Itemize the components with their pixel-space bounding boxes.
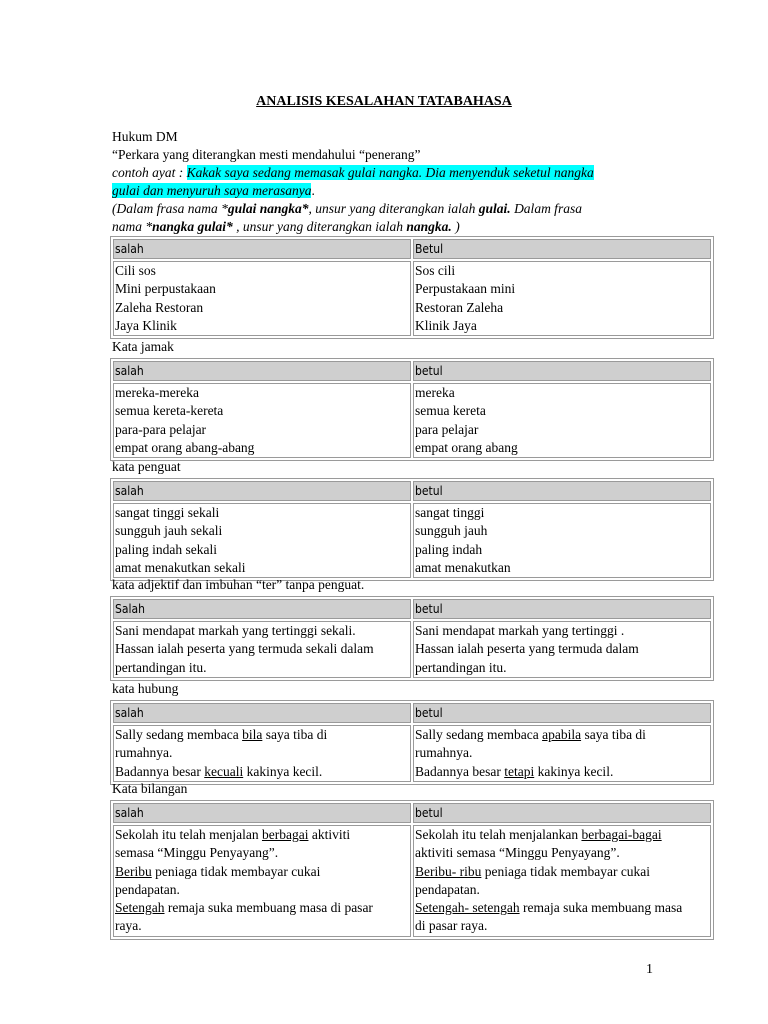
column-header-betul: betul — [413, 703, 711, 723]
table-cell-line — [415, 863, 709, 881]
comparison-table — [110, 478, 714, 581]
table-cell-line: Cili sos — [115, 263, 156, 278]
table-header-row — [113, 481, 711, 501]
table-cell-line: empat orang abang-abang — [115, 439, 255, 455]
cell-text: rumahnya. — [115, 745, 173, 761]
column-header-salah: salah — [113, 361, 411, 381]
column-header-salah: Salah — [113, 599, 411, 619]
page-number: 1 — [646, 962, 653, 977]
table-cell-line — [115, 726, 409, 744]
cell-text: kakinya kecil. — [243, 763, 323, 779]
comparison-table — [110, 700, 714, 785]
cell-salah — [113, 725, 411, 782]
cell-salah — [113, 261, 411, 336]
example-end: . — [311, 183, 315, 198]
cell-text: Sekolah itu telah menjalan — [115, 827, 262, 842]
table-cell-line: amat menakutkan — [415, 559, 511, 575]
cell-text: Sekolah itu telah menjalankan — [415, 827, 582, 842]
table-cell-line: Restoran Zaleha — [415, 299, 504, 315]
note-text: ) — [451, 219, 460, 234]
column-header-salah: salah — [113, 703, 411, 723]
table-cell-line: Mini perpustakaan — [115, 281, 216, 297]
column-header-betul: betul — [413, 361, 711, 381]
section-heading: kata adjektif dan imbuhan “ter” tanpa penguat. — [112, 577, 365, 592]
table-cell-line — [115, 744, 409, 762]
table-cell-line — [415, 726, 709, 744]
underlined-word: berbagai — [261, 827, 309, 842]
cell-salah — [113, 825, 411, 937]
cell-betul — [413, 503, 711, 578]
table-cell-line: Zaleha Restoran — [115, 299, 204, 315]
cell-text: peniaga tidak membayar cukai — [481, 863, 651, 879]
comparison-table — [110, 236, 714, 339]
column-header-betul: betul — [413, 481, 711, 501]
comparison-table — [110, 358, 714, 461]
underlined-word: bila — [242, 727, 263, 742]
table-header-row — [113, 239, 711, 259]
cell-text: saya tiba di — [581, 727, 646, 742]
cell-salah — [113, 503, 411, 578]
table-header-row — [113, 803, 711, 823]
cell-text: Badannya besar — [115, 763, 205, 779]
table-cell-line: para-para pelajar — [115, 421, 207, 437]
cell-betul — [413, 621, 711, 678]
cell-betul — [413, 383, 711, 458]
cell-text: aktiviti — [308, 827, 351, 842]
cell-salah — [113, 621, 411, 678]
table-header-row — [113, 599, 711, 619]
cell-text: peniaga tidak membayar cukai — [151, 863, 321, 879]
section-kata-bilangan — [112, 780, 702, 940]
example-label: contoh ayat : — [112, 165, 187, 180]
table-cell-line — [115, 844, 409, 862]
table-cell-line: mereka — [415, 385, 455, 400]
cell-text: semasa “Minggu Penyayang”. — [115, 845, 279, 861]
table-header-row — [113, 361, 711, 381]
example-line-2 — [112, 182, 672, 200]
table-cell-line: para pelajar — [415, 421, 479, 437]
table-cell-line: Perpustakaan mini — [415, 281, 516, 297]
table-cell-line: paling indah — [415, 541, 483, 557]
underlined-word: apabila — [542, 727, 582, 742]
table-cell-line: sangat tinggi sekali — [115, 505, 220, 520]
note-text: , unsur yang diterangkan ialah — [232, 219, 407, 234]
table-cell-line — [115, 917, 409, 935]
example-text-2: gulai dan menyuruh saya merasanya — [112, 183, 312, 198]
table-cell-line — [415, 744, 709, 762]
intro-block — [112, 128, 672, 236]
table-row — [113, 825, 711, 937]
cell-text: remaja suka membuang masa — [519, 900, 683, 916]
table-cell-line: Sani mendapat markah yang tertinggi . — [415, 623, 625, 638]
note-text: nama * — [112, 219, 153, 234]
table-cell-line: Jaya Klinik — [115, 317, 177, 333]
table-cell-line: Sos cili — [415, 263, 456, 278]
section-heading: kata hubung — [112, 681, 179, 696]
section-kata-jamak — [112, 338, 702, 461]
cell-text: di pasar raya. — [415, 918, 488, 934]
section-kata-penguat — [112, 458, 702, 581]
column-header-salah: salah — [113, 239, 411, 259]
comparison-table — [110, 800, 714, 940]
section-heading: Kata jamak — [112, 339, 174, 354]
section-kata-adjektif — [112, 576, 702, 681]
cell-text: saya tiba di — [262, 727, 328, 742]
table-cell-line — [415, 917, 709, 935]
table-cell-line: mereka-mereka — [115, 385, 199, 400]
table-cell-line: Klinik Jaya — [415, 317, 477, 333]
cell-text: Sally sedang membaca — [115, 727, 243, 742]
underlined-word: Beribu- ribu — [415, 863, 482, 879]
section-heading: Kata bilangan — [112, 781, 188, 796]
table-cell-line — [415, 763, 709, 781]
cell-salah — [113, 383, 411, 458]
table-row — [113, 725, 711, 782]
cell-text: Sally sedang membaca — [415, 727, 543, 742]
note-bold: nangka gulai* — [152, 219, 233, 234]
cell-text: pendapatan. — [115, 881, 180, 897]
underlined-word: Beribu — [115, 863, 152, 879]
table-cell-line: sungguh jauh — [415, 523, 488, 539]
column-header-salah: salah — [113, 481, 411, 501]
section-heading: kata penguat — [112, 459, 181, 474]
cell-text: remaja suka membuang masa di pasar — [164, 900, 373, 916]
section-hukum-dm — [112, 236, 702, 339]
note-text: , unsur yang diterangkan ialah — [308, 201, 479, 216]
table-cell-line — [415, 881, 709, 899]
intro-rule: “Perkara yang diterangkan mesti mendahului “penerang” — [112, 147, 421, 162]
comparison-table — [110, 596, 714, 681]
table-cell-line: amat menakutkan sekali — [115, 559, 246, 575]
intro-heading: Hukum DM — [112, 129, 178, 144]
note-bold: gulai nangka* — [227, 201, 309, 216]
underlined-word: berbagai-bagai — [581, 827, 662, 842]
example-line-1 — [112, 164, 672, 182]
underlined-word: tetapi — [504, 763, 535, 779]
cell-betul — [413, 725, 711, 782]
table-header-row — [113, 703, 711, 723]
note-text: (Dalam frasa nama * — [112, 201, 228, 216]
cell-text: rumahnya. — [415, 745, 473, 761]
note-line-2 — [112, 218, 672, 236]
column-header-betul: Betul — [413, 239, 711, 259]
table-cell-line: Hassan ialah peserta yang termuda dalam — [415, 641, 639, 657]
table-row — [113, 383, 711, 458]
page-title: ANALISIS KESALAHAN TATABAHASA — [256, 94, 512, 109]
underlined-word: Setengah — [115, 900, 165, 916]
example-text-1: Kakak saya sedang memasak gulai nangka. Dia menyenduk seketul nangka — [186, 165, 594, 180]
table-cell-line: sangat tinggi — [415, 505, 485, 520]
table-cell-line: pertandingan itu. — [115, 659, 207, 675]
cell-text: Badannya besar — [415, 763, 505, 779]
note-bold: gulai. — [478, 201, 511, 216]
table-row — [113, 503, 711, 578]
column-header-betul: betul — [413, 803, 711, 823]
cell-text: kakinya kecil. — [534, 763, 614, 779]
table-cell-line — [415, 844, 709, 862]
section-kata-hubung — [112, 680, 702, 785]
table-cell-line — [415, 899, 709, 917]
column-header-betul: betul — [413, 599, 711, 619]
table-cell-line — [115, 881, 409, 899]
cell-betul — [413, 261, 711, 336]
table-cell-line: empat orang abang — [415, 439, 518, 455]
note-text: Dalam frasa — [510, 201, 582, 216]
table-cell-line: pertandingan itu. — [415, 659, 507, 675]
table-cell-line: Sani mendapat markah yang tertinggi sekali. — [115, 623, 356, 638]
cell-text: raya. — [115, 918, 142, 934]
table-row — [113, 261, 711, 336]
table-cell-line: Hassan ialah peserta yang termuda sekali dalam — [115, 641, 374, 657]
table-cell-line: semua kereta — [415, 403, 486, 419]
table-cell-line — [415, 826, 709, 844]
column-header-salah: salah — [113, 803, 411, 823]
underlined-word: Setengah- setengah — [415, 900, 520, 916]
table-row — [113, 621, 711, 678]
table-cell-line — [115, 899, 409, 917]
underlined-word: kecuali — [204, 763, 244, 779]
table-cell-line: paling indah sekali — [115, 541, 217, 557]
note-bold: nangka. — [406, 219, 452, 234]
cell-text: pendapatan. — [415, 881, 480, 897]
table-cell-line — [115, 763, 409, 781]
cell-text: aktiviti semasa “Minggu Penyayang”. — [415, 845, 620, 861]
table-cell-line — [115, 863, 409, 881]
note-line-1 — [112, 200, 672, 218]
table-cell-line: semua kereta-kereta — [115, 403, 224, 419]
cell-betul — [413, 825, 711, 937]
table-cell-line: sungguh jauh sekali — [115, 523, 223, 539]
table-cell-line — [115, 826, 409, 844]
